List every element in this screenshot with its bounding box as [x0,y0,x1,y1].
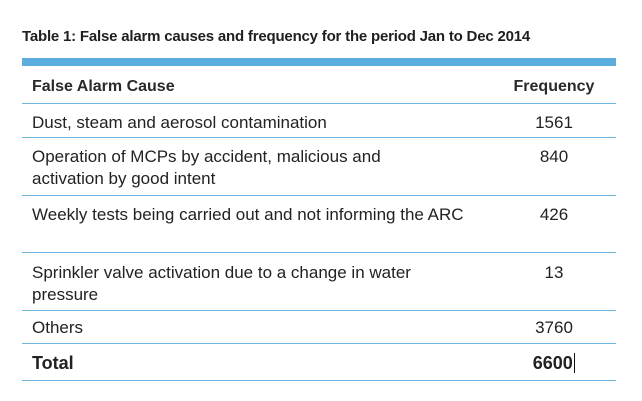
cause-cell: Weekly tests being carried out and not informing the ARC [32,205,464,224]
table-header-row [22,66,616,104]
table-row [22,104,616,138]
total-value: 6600 [532,353,573,373]
table-top-rule [22,58,616,66]
table-row [22,311,616,344]
table-row [22,196,616,253]
table-row [22,138,616,196]
frequency-cell: 426 [539,205,569,224]
cause-cell: Operation of MCPs by accident, malicious and activation by good intent [32,147,381,188]
frequency-cell: 1561 [535,113,573,132]
table-row [22,253,616,311]
cause-cell: Dust, steam and aerosol contamination [32,113,327,132]
false-alarm-table [22,58,616,381]
frequency-cell: 3760 [535,318,573,337]
cause-cell: Sprinkler valve activation due to a change in water pressure [32,263,411,304]
text-cursor [574,353,576,373]
table-caption: Table 1: False alarm causes and frequency for the period Jan to Dec 2014 [22,28,531,45]
total-value-cell[interactable] [492,352,616,374]
total-label: Total [32,353,74,373]
frequency-cell: 13 [544,263,564,282]
header-cause: False Alarm Cause [32,77,175,95]
table-total-row [22,344,616,381]
cause-cell: Others [32,318,84,337]
frequency-cell: 840 [539,147,569,166]
header-frequency: Frequency [513,77,595,95]
